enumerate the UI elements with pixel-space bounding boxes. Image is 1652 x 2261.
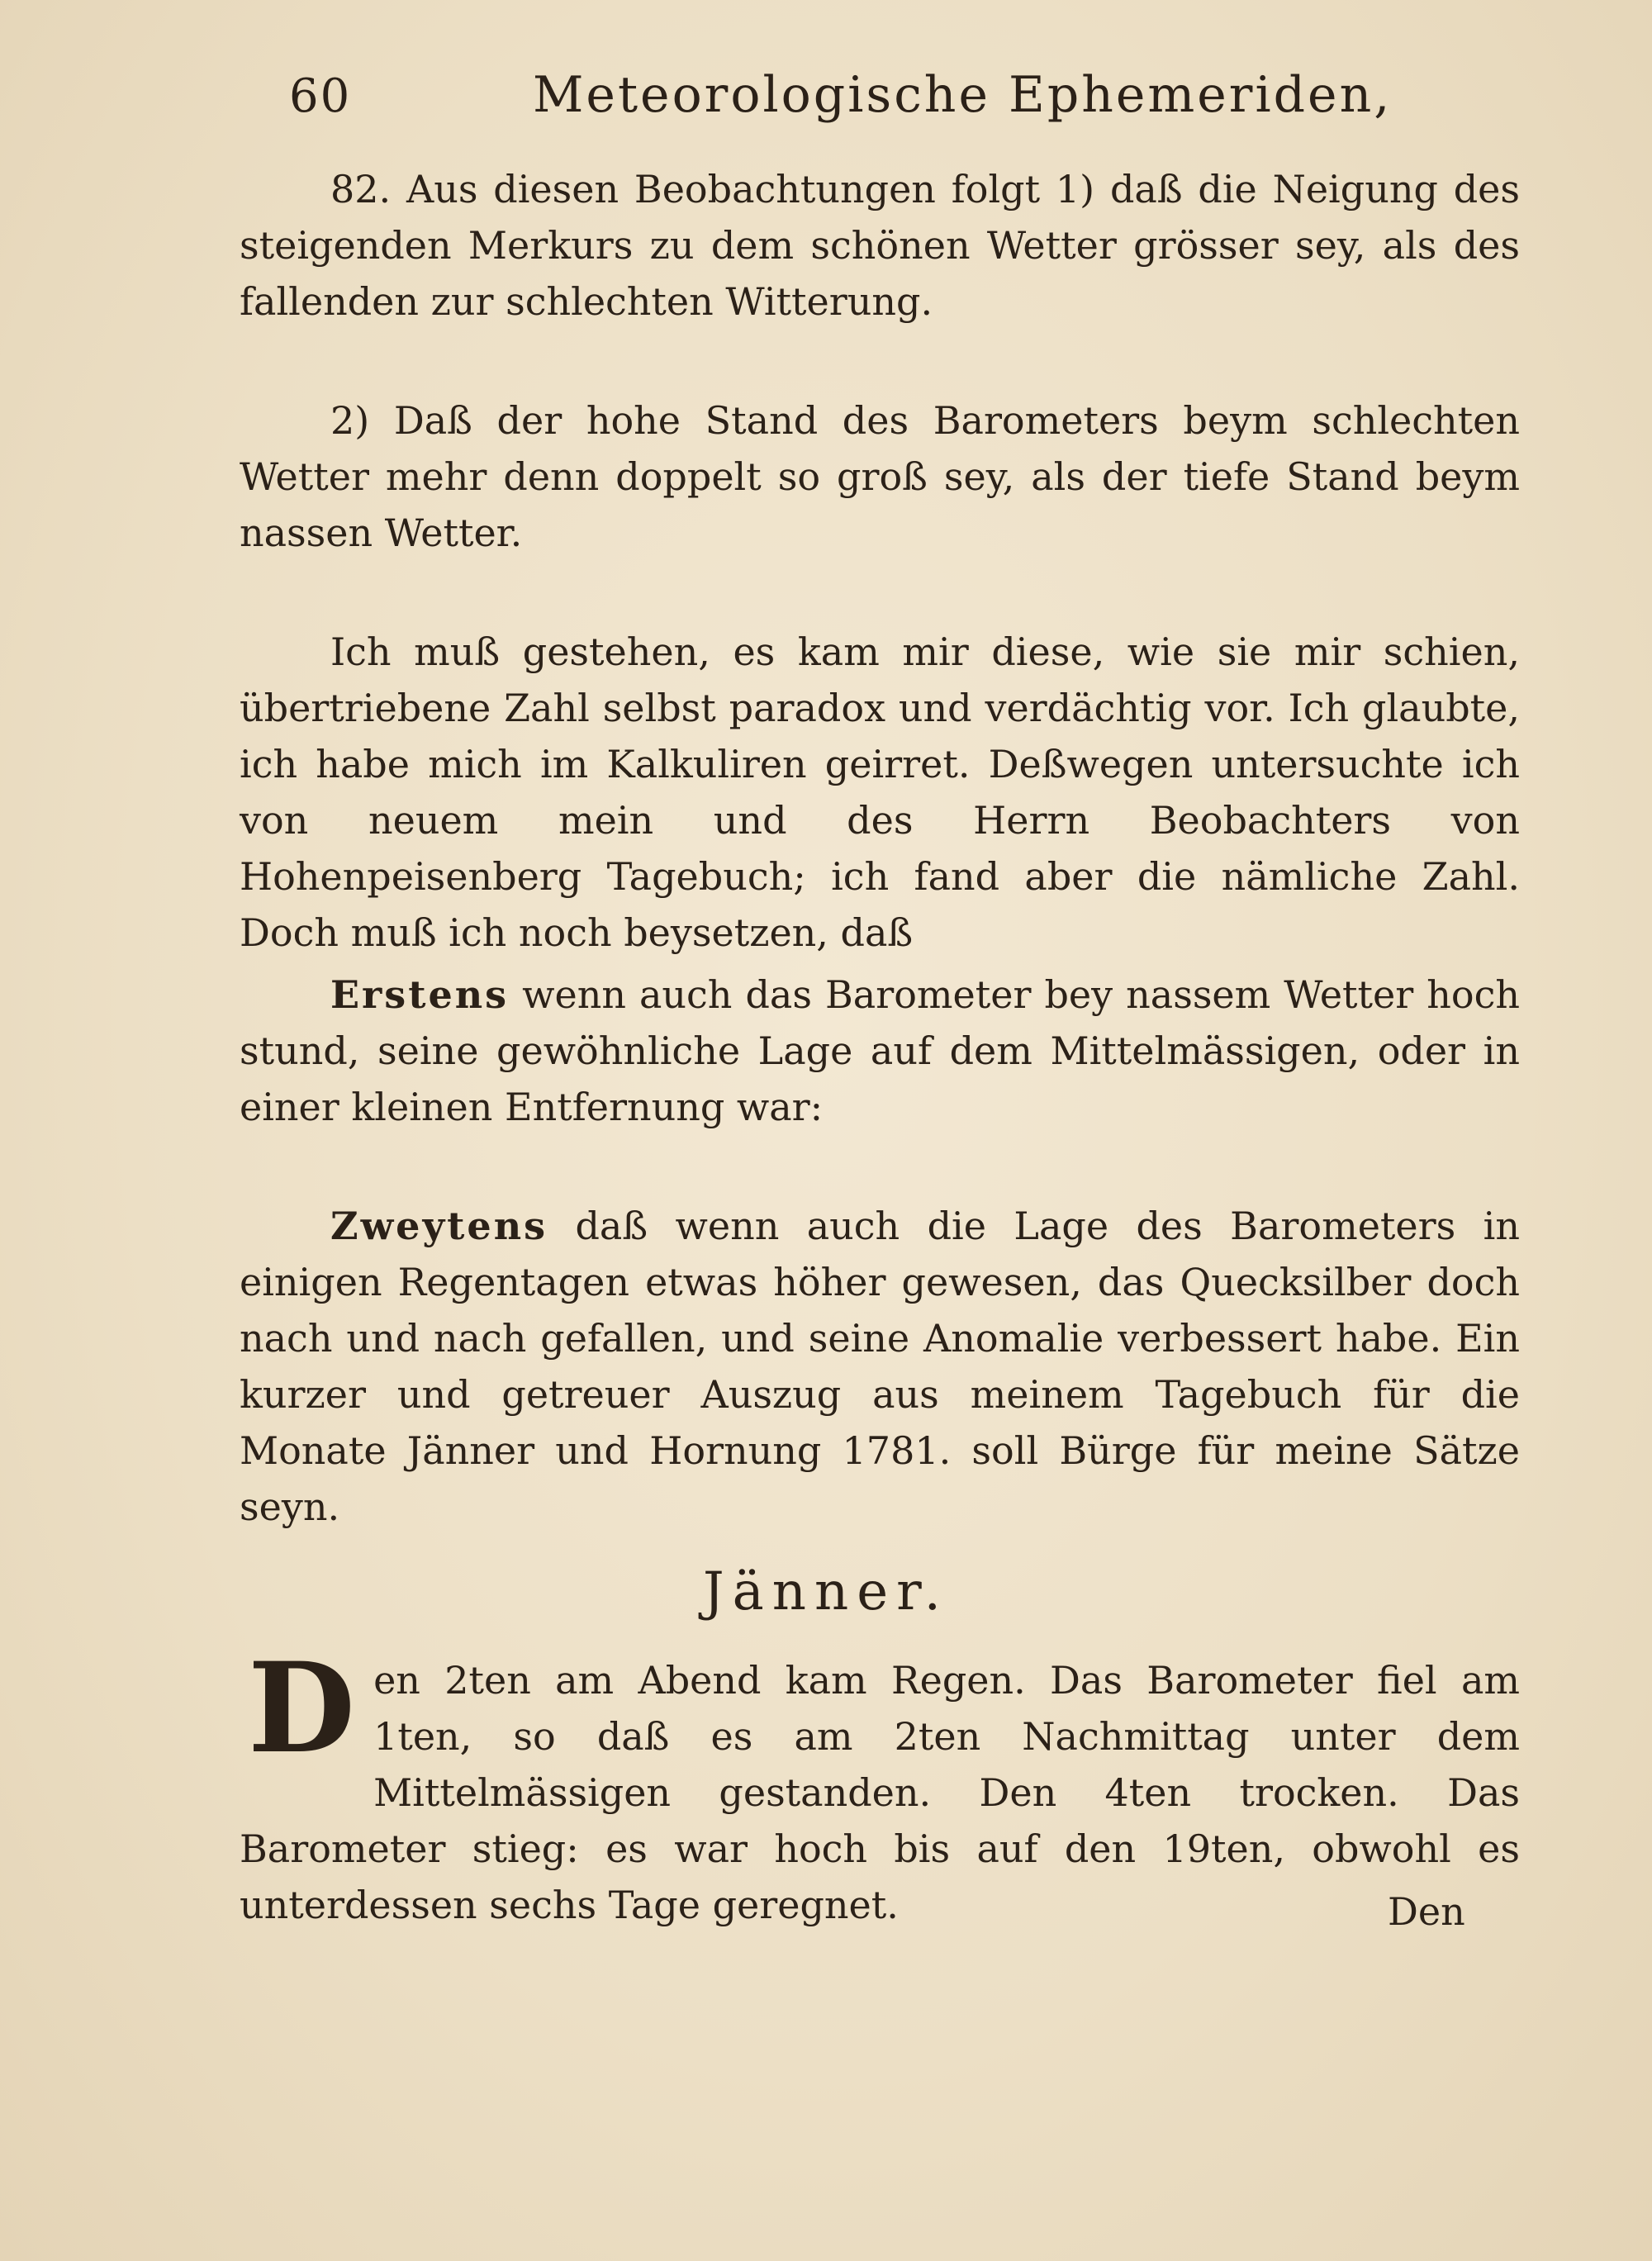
section-heading-jaenner: Jänner. xyxy=(702,1561,950,1622)
page-header xyxy=(240,66,1528,140)
lead-word-erstens: Erstens xyxy=(330,972,510,1017)
catchword: Den xyxy=(1388,1889,1465,1934)
paragraph-erstens xyxy=(240,967,1520,1135)
paragraph-2: 2) Daß der hohe Stand des Barometers beym schlechten Wetter mehr denn doppelt so groß sey, als der tiefe Stand beym nassen Wetter. xyxy=(240,398,1520,555)
page-number: 60 xyxy=(289,69,352,123)
paragraph-erstens-text: wenn auch das Barometer bey nassem Wetter hoch stund, seine gewöhnliche Lage auf dem Mittelmässigen, oder in einer kleinen Entfernung war: xyxy=(240,972,1520,1129)
lead-word-zweytens: Zweytens xyxy=(330,1204,548,1248)
paragraph-ich-muss: Ich muß gestehen, es kam mir diese, wie sie mir schien, übertriebene Zahl selbst paradox und verdächtig vor. Ich glaubte, ich habe mich im Kalkuliren geirret. Deßwegen untersuchte ich von neuem mein und des Herrn Beobachters von Hohenpeisenberg Tagebuch; ich fand aber die nämliche Zahl. Doch muß ich noch beysetzen, daß xyxy=(240,629,1520,955)
paragraph-zweytens-text: daß wenn auch die Lage des Barometers in einigen Regentagen etwas höher gewesen, das Quecksilber doch nach und nach gefallen, und seine Anomalie verbessert habe. Ein kurzer und getreuer Auszug aus meinem Tagebuch für die Monate Jänner und Hornung 1781. soll Bürge für meine Sätze seyn. xyxy=(240,1204,1520,1529)
paragraph-zweytens xyxy=(240,1198,1520,1535)
running-title: Meteorologische Ephemeriden, xyxy=(533,66,1393,124)
paragraph-jaenner xyxy=(240,1636,1520,1933)
paragraph-82: 82. Aus diesen Beobachtungen folgt 1) daß die Neigung des steigenden Merkurs zu dem schönen Wetter grösser sey, als des fallenden zur schlechten Witterung. xyxy=(240,167,1520,324)
paragraph-jaenner-text: en 2ten am Abend kam Regen. Das Barometer fiel am 1ten, so daß es am 2ten Nachmittag unter dem Mittelmässigen gestanden. Den 4ten trocken. Das Barometer stieg: es war hoch bis auf den 19ten, obwohl es unterdessen sechs Tage geregnet. xyxy=(240,1658,1520,1927)
drop-cap: D xyxy=(248,1636,356,1781)
